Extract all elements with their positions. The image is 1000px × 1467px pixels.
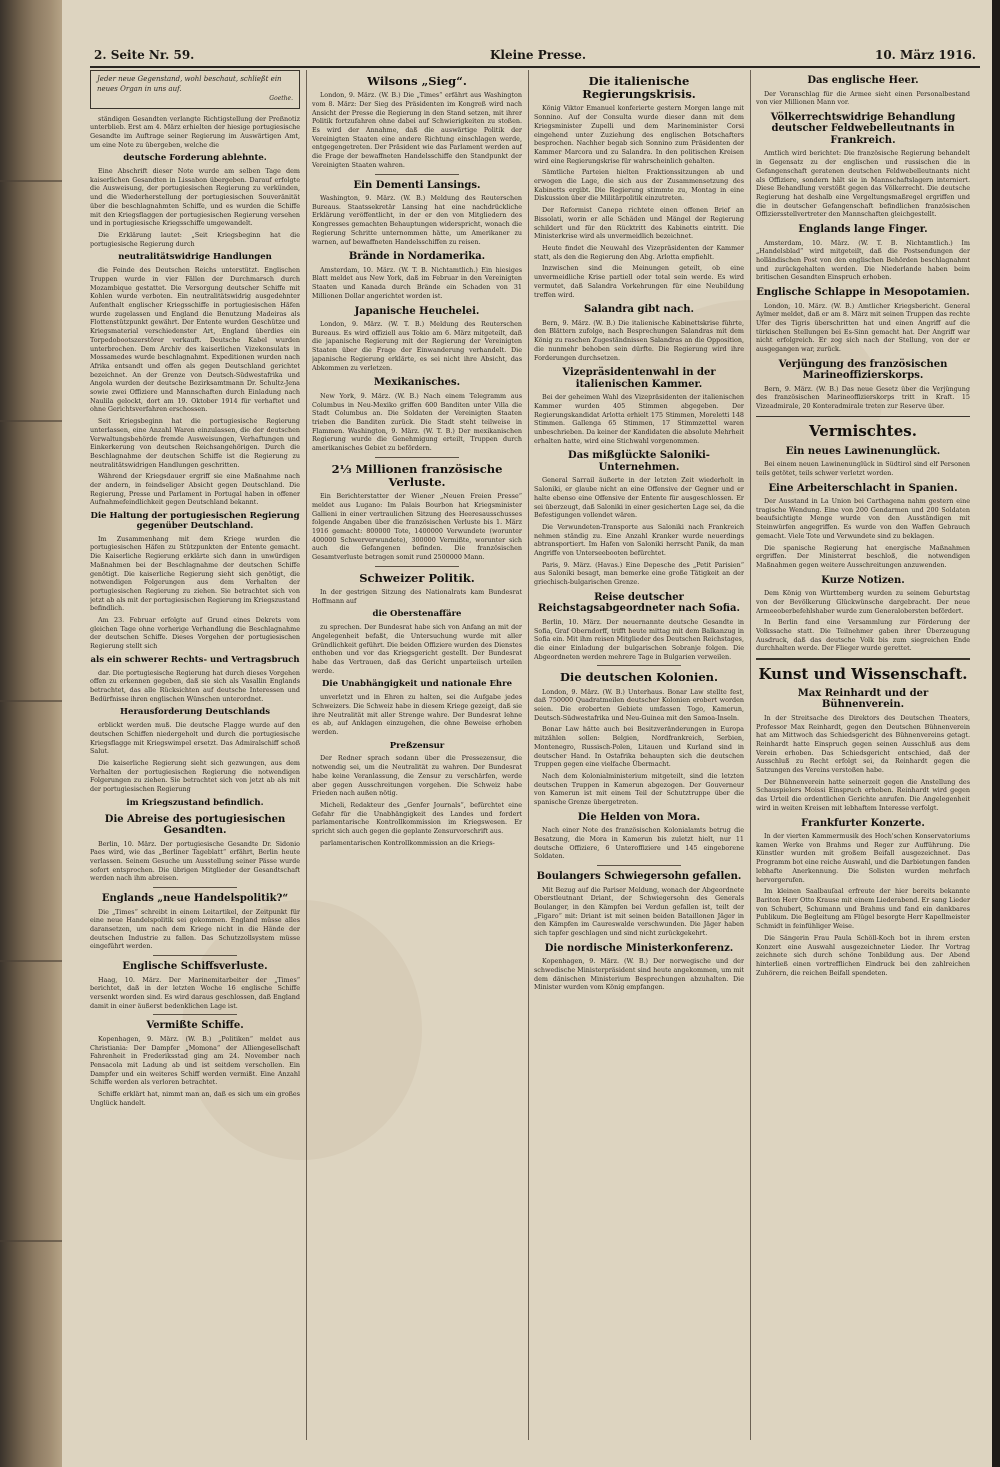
newspaper-page <box>62 0 992 1467</box>
article-text: Im Zusammenhang mit dem Kriege wurden die portugiesischen Häfen zu Stützpunkten der Entente gemacht. Die Kaiserliche Regierung erklärte sich dann in unwürdigen Maßnahmen bei der Beschlagnahme der deutschen Schiffe genötigt. Die kaiserliche Regierung sieht sich genötigt, die notwendigen Folgerungen aus dem Verhalten der portugiesischen Regierung zu ziehen. Sie betrachtet sich von jetzt ab als mit der portugiesischen Regierung im Kriegszustand befindlich. <box>90 534 300 613</box>
subheading: Herausforderung Deutschlands <box>120 707 270 718</box>
article-text: Der Voranschlag für die Armee sieht einen Personalbestand von vier Millionen Mann vor. <box>756 89 970 107</box>
article-text: Amtlich wird berichtet: Die französische Regierung behandelt in Gegensatz zu der englischen und russischen die in Gefangenschaft geratenen deutschen Feldwebelleutnants nicht als Offiziere, sondern hält sie in Mannschaftslagern interniert. Diese Behandlung verstößt gegen das Völkerrecht. Die deutsche Regierung hat deshalb eine Vergeltungsmaßregel ergriffen und die in deutscher Gefangenschaft befindlichen französischen Offiziersstellvertreter den Mannschaften gleichgestellt. <box>756 149 970 219</box>
article-text: Kopenhagen, 9. März. (W. B.) „Politiken“ meldet aus Christiania: Der Dampfer „Momona“ der Alliengesellschaft Fahrenheit in Frederiksstad ging am 24. November nach Pensacola mit Ladung ab und ist seitdem verschollen. Ein Dampfer und ein weiteres Schiff werden vermißt. Eine Anzahl Schiffe werden als verloren betrachtet. <box>90 1034 300 1087</box>
page-header <box>90 44 980 68</box>
subheading: neutralitätswidrige Handlungen <box>118 252 272 263</box>
article-text: Micheli, Redakteur des „Genfer Journals“, befürchtet eine Gefahr für die Unabhängigkeit des Landes und fordert parlamentarische Kontrollkommission im Kriegswesen. Er spricht sich auch gegen die geplante Zensurvorschrift aus. <box>312 800 522 836</box>
page-number: 2. Seite Nr. 59. <box>94 48 195 62</box>
article-headline: Die nordische Ministerkonferenz. <box>544 942 734 954</box>
article-headline: Die deutschen Kolonien. <box>559 670 719 685</box>
divider <box>597 865 681 866</box>
column-2 <box>312 70 522 1450</box>
article-text: Amsterdam, 10. März. (W. T. B. Nichtamtlich.) Ein hiesiges Blatt meldet aus New York, daß im Februar in den Vereinigten Staaten und Kanada durch Brände ein Schaden von 31 Millionen Dollar angerichtet worden ist. <box>312 265 522 300</box>
section-title: Vermischtes. <box>809 422 917 441</box>
article-headline: Boulangers Schwiegersohn gefallen. <box>536 871 742 883</box>
article-text: Haag, 10. März. Der Marinemitarbeiter der „Times“ berichtet, daß in der letzten Woche 16 englische Schiffe versenkt worden sind. Es wird daraus geschlossen, daß England damit in einer äußerst bedenklichen Lage ist. <box>90 975 300 1010</box>
article-headline: Das mißglückte Saloniki-Unternehmen. <box>568 450 710 473</box>
motto-author: Goethe. <box>269 95 293 102</box>
article-headline: Wilsons „Sieg“. <box>367 74 467 88</box>
article-headline: 2⅓ Millionen französische Verluste. <box>331 461 503 489</box>
article-text: Bei der geheimen Wahl des Vizepräsidenten der italienischen Kammer wurden 405 Stimmen abgegeben. Der Regierungskandidat Arlotta erhielt 175 Stimmen, Moreletti 148 Stimmen. Gallenga 65 Stimmen, 17 Stimmzettel waren unbeschrieben. Da keiner der Kandidaten die absolute Mehrheit erhalten hatte, wird eine Stichwahl vorgenommen. <box>534 393 744 445</box>
article-headline: Ein neues Lawinenunglück. <box>785 445 941 457</box>
article-text: In der gestrigen Sitzung des Nationalrats kam Bundesrat Hoffmann auf <box>312 588 522 605</box>
article-text: Amsterdam, 10. März. (W. T. B. Nichtamtlich.) Im „Handelsblad“ wird mitgeteilt, daß die Postsendungen der holländischen Post von den englischen Behörden beschlagnahmt und zurückgehalten werden. Die Niederlande haben beim britischen Gesandten Einspruch erhoben. <box>756 238 970 282</box>
article-text: London, 9. März. (W. B.) Die „Times“ erfährt aus Washington vom 8. März: Der Sieg des Präsidenten im Kongreß wird nach Ansicht der Presse die Regierung in den Stand setzen, mit ihrer Politik fortzufahren ohne dabei auf Schwierigkeiten zu stoßen. Es wird der Annahme, daß die auswärtige Politik der Vereinigten Staaten eine andere Richtung einschlagen werde, entgegengetreten. Der Präsident wie das Parlament werden auf die Frage der bewaffneten Handelsschiffe den Standpunkt der Vereinigten Staaten wahren. <box>312 91 522 169</box>
article-headline: Reise deutscher Reichstagsabgeordneter nach Sofia. <box>537 591 741 615</box>
article-text: Bei einem neuen Lawinenunglück in Südtirol sind elf Personen teils getötet, teils schwer verletzt worden. <box>756 460 970 477</box>
article-headline: Max Reinhardt und der Bühnenverein. <box>797 687 929 711</box>
article-headline: Ein Dementi Lansings. <box>353 179 481 191</box>
article-text: Berlin, 10. März. Der neuernannte deutsche Gesandte in Sofia, Graf Oberndorff, trifft heute mittag mit dem Balkanzug in Sofia ein. Mit ihm reisen Mitglieder des Deutschen Reichstages, die einer Einladung der bulgarischen Sobranje folgen. Die Abgeordneten werden mehrere Tage in Bulgarien verweilen. <box>534 617 744 661</box>
article-headline: Vermißte Schiffe. <box>146 1020 244 1032</box>
article-text: London, 9. März. (W. T. B.) Meldung des Reuterschen Bureaus. Es wird offiziell aus Tokio am 6. März mitgeteilt, daß die japanische Regierung mit der Regierung der Vereinigten Staaten über die Frage der Einwanderung verhandelt. Die japanische Regierung erklärte, es sei nicht ihre Absicht, das Abkommen zu verletzen. <box>312 320 522 372</box>
article-text: Berlin, 10. März. Der portugiesische Gesandte Dr. Sidonio Paes wird, wie das „Berliner Tageblatt“ erfährt, Berlin heute verlassen. Seinem Gesuche um Ausstellung seiner Pässe wurde sofort entsprochen. Die übrigen Mitglieder der Gesandtschaft werden nach ihm abreisen. <box>90 839 300 883</box>
article-text: parlamentarischen Kontrollkommission an die Kriegs- <box>320 838 495 847</box>
article-text: Heute findet die Neuwahl des Vizepräsidenten der Kammer statt, als den die Regierung den Abg. Arlotta empfiehlt. <box>534 243 744 261</box>
article-text: Paris, 9. März. (Havas.) Eine Depesche des „Petit Parisien“ aus Saloniki besagt, man bemerke eine große Tätigkeit an der griechisch-bulgarischen Grenze. <box>534 560 744 587</box>
article-text: Washington, 9. März. (W. B.) Meldung des Reuterschen Bureaus. Staatssekretär Lansing hat eine nachdrückliche Erklärung veröffentlicht, in der er den von Mitgliedern des Kongresses gemachten Behauptungen widerspricht, wonach die Regierung Schritte unternommen hätte, um Amerikaner zu warnen, auf bewaffneten Handelsschiffen zu reisen. <box>312 194 522 246</box>
article-text: Bonar Law hätte auch bei Besitzveränderungen in Europa mitzählen sollen: Belgien, Nordfrankreich, Serbien, Montenegro, Russisch-Polen, Litauen und Kurland sind in deutscher Hand. In Ostafrika behaupten sich die deutschen Truppen gegen eine vielfache Übermacht. <box>534 725 744 769</box>
article-text: Mit Bezug auf die Pariser Meldung, wonach der Abgeordnete Oberstleutnant Driant, der Schwiegersohn des Generals Boulanger, in den Kämpfen bei Verdun gefallen ist, teilt der „Figaro“ mit: Driant ist mit seinen beiden Bataillonen Jäger in den Kämpfen im Caureswalde verschwunden. Die Jäger haben sich tapfer geschlagen und sind nicht zurückgekehrt. <box>534 885 744 938</box>
article-headline: Englische Schiffsverluste. <box>122 961 268 973</box>
divider <box>375 174 459 175</box>
section-divider <box>756 658 970 660</box>
divider <box>153 955 237 956</box>
article-text: unverletzt und in Ehren zu halten, sei die Aufgabe jedes Schweizers. Die Schweiz habe in diesem Kriege gezeigt, daß sie ihre Neutralität mit aller Strenge wahre. Der Bundesrat lehne es ab, auf Anklagen einzugehen, die ohne Beweise erhoben werden. <box>312 693 522 736</box>
article-text: Ein Berichterstatter der Wiener „Neuen Freien Presse“ meldet aus Lugano: Im Palais Bourbon hat Kriegsminister Gallieni in einer vertraulichen Sitzung des Heeresausschusses folgende Angaben über die französischen Verluste bis 1. März 1916 gemacht: 800000 Tote, 1400000 Verwundete (worunter 400000 Schwerverwundete), 300000 Vermißte, worunter sich auch die Gefangenen befinden. Die französischen Gesamtverluste betragen somit rund 2500000 Mann. <box>312 492 522 562</box>
article-text: Die kaiserliche Regierung sieht sich gezwungen, aus dem Verhalten der portugiesischen Regierung die notwendigen Folgerungen zu ziehen. Sie betrachtet sich von jetzt ab als mit der portugiesischen Regierung <box>90 758 300 794</box>
subheading: Preßzensur <box>389 740 445 751</box>
article-headline: Englands lange Finger. <box>798 224 928 236</box>
article-headline: Japanische Heuchelei. <box>354 305 480 317</box>
article-text: Die spanische Regierung hat energische Maßnahmen ergriffen. Der Ministerrat beschloß, die notwendigen Maßnahmen gegen weitere Ausschreitungen anzuwenden. <box>756 543 970 569</box>
article-text: Die „Times“ schreibt in einem Leitartikel, der Zeitpunkt für eine neue Handelspolitik sei gekommen. England müsse alles daransetzen, um nach dem Kriege nicht in die Hände der deutschen Industrie zu fallen. Das Schutzzollsystem müsse eingeführt werden. <box>90 907 300 951</box>
column-rule <box>528 70 529 1440</box>
subheading: Die Unabhängigkeit und nationale Ehre <box>321 679 512 690</box>
subheading: im Kriegszustand befindlich. <box>126 797 264 808</box>
section-title: Kunst und Wissenschaft. <box>758 664 968 683</box>
column-rule <box>306 70 307 1440</box>
divider <box>375 566 459 567</box>
article-text: Bern, 9. März. (W. B.) Die italienische Kabinettskrise führte, den Blättern zufolge, nach Besprechungen Salandras mit dem König zu raschen Zugeständnissen Salandras an die Opposition, die nunmehr behoben sein dürfte. Die Regierung wird ihre Forderungen durchsetzen. <box>534 318 744 362</box>
divider <box>597 665 681 666</box>
column-rule <box>750 70 751 1440</box>
article-headline: Kurze Notizen. <box>821 574 905 586</box>
article-headline: Frankfurter Konzerte. <box>801 817 925 829</box>
article-text: Bern, 9. März. (W. B.) Das neue Gesetz über die Verjüngung des französischen Marineoffizierskorps tritt in Kraft. 15 Vizeadmirale, 20 Konteradmirale treten zur Reserve über. <box>756 384 970 411</box>
article-text: Der Bühnenverein hatte seinerzeit gegen die Anstellung des Schauspielers Moissi Einspruch erhoben. Reinhardt wird gegen das Urteil die ordentlichen Gerichte anrufen. Die Angelegenheit wird in weiten Kreisen mit lebhaftem Interesse verfolgt. <box>756 777 970 812</box>
book-spine <box>0 0 62 1467</box>
article-text: Der Redner sprach sodann über die Pressezensur, die notwendig sei, um die Neutralität zu wahren. Der Bundesrat habe keine Veranlassung, die Zensur zu verschärfen, werde aber gegen Ausschreitungen vorgehen. Die Schweiz habe Frieden nach außen nötig. <box>312 754 522 798</box>
article-headline: Mexikanisches. <box>373 377 461 389</box>
article-headline: Das englische Heer. <box>807 75 919 86</box>
article-text: In Berlin fand eine Versammlung zur Förderung der Volkssache statt. Die Teilnehmer gaben ihrer Überzeugung Ausdruck, daß das deutsche Volk bis zum siegreichen Ende durchhalten werde. Der Flieger wurde gerettet. <box>756 618 970 653</box>
article-text: New York, 9. März. (W. B.) Nach einem Telegramm aus Columbus in Neu-Mexiko griffen 600 Banditen unter Villa die Stadt Columbus an. Die Soldaten der Vereinigten Staaten trieben die Banditen zurück. Die Stadt steht teilweise in Flammen. Washington, 9. März. (W. T. B.) Der mexikanischen Regierung wurde die Genehmigung erteilt, Truppen durch amerikanisches Gebiet zu befördern. <box>312 391 522 453</box>
column-4 <box>756 70 970 1450</box>
article-text: Dem König von Württemberg wurden zu seinem Geburtstag von der Bevölkerung Glückwünsche dargebracht. Der neue Armeeoberbefehlshaber wurde zum Generalobersten befördert. <box>756 589 970 615</box>
article-text: Die Verwundeten-Transporte aus Saloniki nach Frankreich nehmen ständig zu. Eine Anzahl Kranker wurde neuerdings abtransportiert. Im Hafen von Saloniki herrscht Panik, da man Angriffe von Unterseebooten befürchtet. <box>534 522 744 558</box>
article-headline: Die Abreise des portugiesischen Gesandten. <box>104 813 286 837</box>
motto-box <box>90 70 300 109</box>
article-text: London, 10. März. (W. B.) Amtlicher Kriegsbericht. General Aylmer meldet, daß er am 8. März mit seinen Truppen das rechte Ufer des Tigris überschritten hat und einen Angriff auf die türkischen Stellungen bei Es-Sinn gemacht hat. Der Angriff war nicht erfolgreich. Er zog sich nach der Stellung, von der er ausgegangen war, zurück. <box>756 301 970 354</box>
article-headline: Die italienische Regierungskrisis. <box>582 74 696 102</box>
article-text: Während der Kriegsdauer ergriff sie eine Maßnahme nach der andern, in feindseliger Absicht gegen Deutschland. Die Regierung, Presse und Parlament in Portugal haben in offener Aufnahmefeindlichkeit gegen Deutschland bekannt. <box>90 472 300 507</box>
page-edge <box>992 0 1000 1467</box>
issue-date: 10. März 1916. <box>874 48 976 62</box>
article-headline: Vizepräsidentenwahl in der italienischen Kammer. <box>562 367 716 390</box>
article-headline: Völkerrechtswidrige Behandlung deutscher Feldwebelleutnants in Frankreich. <box>770 111 956 146</box>
article-text: König Viktor Emanuel konferierte gestern Morgen lange mit Sonnino. Auf der Consulta wurde dieser dann mit dem Kriegsminister Zupelli und dem Marineminister Corsi eingehend unter Zuziehung des englischen Botschafters besprochen. Nachher begab sich Sonnino zum Präsidenten der Kammer Marcora und zu Salandra. In den politischen Kreisen wird eine Regierungskrise für wahrscheinlich gehalten. <box>534 104 744 165</box>
article-headline: Salandra gibt nach. <box>584 304 694 316</box>
article-text: Schiffe erklärt hat, nimmt man an, daß es sich um ein großes Unglück handelt. <box>90 1090 300 1107</box>
article-text: dar. Die portugiesische Regierung hat durch dieses Vorgehen offen zu erkennen gegeben, daß sie sich als Vasallin Englands betrachtet, das alle Rücksichten auf deutsche Interessen und Bedürfnisse ihren englischen Wünschen unterordnet. <box>90 668 300 703</box>
column-3 <box>534 70 744 1450</box>
article-text: erblickt werden muß. Die deutsche Flagge wurde auf den deutschen Schiffen niedergeholt und durch die portugiesische Kriegsflagge mit Kriegswimpel ersetzt. Das Admiralschiff schoß Salut. <box>90 721 300 756</box>
article-text: ständigen Gesandten verlangte Richtigstellung der Preßnotiz unterblieb. Erst am 4. März erhielten der hiesige portugiesische Gesandte im Auftrage seiner Regierung im Auswärtigen Amt, um eine Note zu übergeben, welche die <box>90 114 300 149</box>
motto-text: Jeder neue Gegenstand, wohl beschaut, schließt ein neues Organ in uns auf. <box>97 75 282 93</box>
article-text: Kopenhagen, 9. März. (W. B.) Der norwegische und der schwedische Ministerpräsident sind heute angekommen, um mit dem dänischen Ministerium Besprechungen abzuhalten. Die Minister wurden vom König empfangen. <box>534 957 744 992</box>
article-headline: Englands „neue Handelspolitik?“ <box>101 893 289 905</box>
article-text: Der Reformist Canepa richtete einen offenen Brief an Bissolati, worin er alle Schäden und Mängel der Regierung schildert und für den Rücktritt des Kabinetts eintritt. Die Ministerkrise wird als unvermeidlich bezeichnet. <box>534 206 744 241</box>
article-text: zu sprechen. Der Bundesrat habe sich von Anfang an mit der Angelegenheit befaßt, die Untersuchung wurde mit aller Gründlichkeit geführt. Die beiden Offiziere wurden des Dienstes enthoben und vor das Kriegsgericht gestellt. Der Bundesrat habe das Vertrauen, daß das Gericht unparteiisch urteilen werde. <box>312 623 522 675</box>
article-text: London, 9. März. (W. B.) Unterhaus. Bonar Law stellte fest, daß 750000 Quadratmeilen deutscher Kolonien erobert worden seien. Die eroberten Gebiete umfassen Togo, Kamerun, Deutsch-Südwestafrika und Neu-Guinea mit den Samoa-Inseln. <box>534 687 744 722</box>
article-text: Die Sängerin Frau Paula Schöll-Koch bot in ihrem ersten Konzert eine Auswahl ausgezeichneter Lieder. Ihr Vortrag zeichnete sich durch schöne Tonbildung aus. Der Abend hinterließ einen vortrefflichen Eindruck bei den zahlreichen Zuhörern, die reichen Beifall spendeten. <box>756 933 970 977</box>
divider <box>153 1014 237 1015</box>
article-text: Im kleinen Saalbauſaal erfreute der hier bereits bekannte Bariton Herr Otto Krause mit einem Liederabend. Er sang Lieder von Schubert, Schumann und Brahms und fand ein dankbares Publikum. Die Begleitung am Flügel besorgte Herr Kapellmeister Schmidt in feinfühliger Weise. <box>756 887 970 931</box>
article-headline: Schweizer Politik. <box>359 570 475 585</box>
subheading: die Oberstenaffäre <box>372 609 462 620</box>
article-headline: Die Helden von Mora. <box>577 811 701 823</box>
article-text: Seit Kriegsbeginn hat die portugiesische Regierung unterlassen, eine Anzahl Waren einzulassen, die der deutschen Verwaltungsbehörde fremde Ausweisungen, Verhaftungen und Einkerkerung von deutschen Reichsangehörigen. Durch die Beschlagnahme der deutschen Schiffe ist die Regierung zu neutralitätswidrigen Handlungen geschritten. <box>90 417 300 469</box>
article-headline: Englische Schlappe in Mesopotamien. <box>756 287 970 299</box>
subheading: deutsche Forderung ablehnte. <box>123 153 267 164</box>
article-text: Nach dem Kolonialministerium mitgeteilt, sind die letzten deutschen Truppen in Kamerun abgezogen. Der Gouverneur von Kamerun ist mit einem Teil der Schutztruppe über die spanische Grenze übergetreten. <box>534 771 744 807</box>
column-1 <box>90 70 300 1450</box>
article-text: Inzwischen sind die Meinungen geteilt, ob eine unvermeidliche Krise partiell oder total sein werde. Es wird vermutet, daß Salandra Vorkehrungen für eine Neubildung treffen wird. <box>534 264 744 299</box>
subheading: als ein schwerer Rechts- und Vertragsbruch <box>90 654 300 665</box>
article-text: In der vierten Kammermusik des Hoch'schen Konservatoriums kamen Werke von Brahms und Reger zur Aufführung. Die Künstler wurden mit großem Beifall ausgezeichnet. Das Programm bot eine reiche Auswahl, und die Darbietungen fanden lebhafte Anerkennung. Die Solisten wurden mehrfach hervorgerufen. <box>756 832 970 884</box>
section-divider <box>756 416 970 418</box>
article-headline: Brände in Nordamerika. <box>348 251 486 263</box>
article-text: Der Ausstand in La Union bei Carthagena nahm gestern eine tragische Wendung. Eine von 200 Gendarmen und 200 Soldaten beaufsichtigte Menge wurde von den Ausständigen mit Steinwürfen angegriffen. Es wurde von den Waffen Gebrauch gemacht. Viele Tote und Verwundete sind zu beklagen. <box>756 497 970 540</box>
newspaper-title: Kleine Presse. <box>490 48 587 62</box>
divider <box>375 457 459 458</box>
article-text: Die Erklärung lautet: „Seit Kriegsbeginn hat die portugiesische Regierung durch <box>90 231 300 248</box>
divider <box>153 887 237 888</box>
article-headline: Verjüngung des französischen Marineoffizierskorps. <box>778 358 948 382</box>
article-text: Sämtliche Parteien hielten Fraktionssitzungen ab und erwogen die Lage, die sich aus der Zusammensetzung des Kabinetts ergibt. Die Regierung stimmte zu, Montag in eine Diskussion über die Militärpolitik einzutreten. <box>534 168 744 203</box>
subheading: Die Haltung der portugiesischen Regierung gegenüber Deutschland. <box>90 511 300 531</box>
article-text: Am 23. Februar erfolgte auf Grund eines Dekrets vom gleichen Tage ohne vorherige Verhandlung die Beschlagnahme der deutschen Schiffe. Dieses Vorgehen der portugiesischen Regierung stellt sich <box>90 616 300 651</box>
article-text: Eine Abschrift dieser Note wurde am selben Tage dem kaiserlichen Gesandten in Lissabon übergeben. Darauf erfolgte die Ausweisung, der portugiesischen Regierung zu verkünden, und die Wiederherstellung der portugiesischen Souveränität über die beschlagnahmten Schiffe, und es wurden die Schiffe mit den Kriegsflaggen der portugiesischen Regierung versehen und in portugiesische Kriegsschiffe umgewandelt. <box>90 167 300 228</box>
article-headline: Eine Arbeiterschlacht in Spanien. <box>768 482 958 494</box>
article-text: Nach einer Note des französischen Kolonialamts betrug die Besatzung, die Mora in Kamerun bis zuletzt hielt, nur 11 deutsche Offiziere, 6 Unteroffiziere und 145 eingeborene Soldaten. <box>534 826 744 861</box>
article-text: die Feinde des Deutschen Reichs unterstützt. Englischen Truppen wurde in vier Fällen der Durchmarsch durch Mozambique gestattet. Die Versorgung deutscher Schiffe mit Kohlen wurde verboten. Ein neutralitätswidrig ausgedehnter Aufenthalt englischer Kriegsschiffe in portugiesischen Häfen wurde zugelassen und England die Benutzung Madeiras als Flottenstützpunkt gewährt. Der Entente wurden Geschütze und Kriegsmaterial verschiedenster Art, England überdies ein Torpedobootszerstörer verkauft. Deutsche Kabel wurden unterbrochen. Dem Archiv des kaiserlichen Vizekonsulats in Mossamedes wurde beschlagnahmt. Expeditionen wurden nach Afrika entsandt und offen als gegen Deutschland gerichtet bezeichnet. An der Grenze von Deutsch-Südwestafrika und Angola wurden der deutsche Bezirksamtmann Dr. Schultz-Jena sowie zwei Offiziere und Mannschaften durch Einladung nach Naulila gelockt, dort am 19. Oktober 1914 für verhaftet und ohne Gerichtsverfahren erschossen. <box>90 266 300 414</box>
article-text: In der Streitsache des Direktors des Deutschen Theaters, Professor Max Reinhardt, gegen den Deutschen Bühnenverein hat am Mittwoch das Schiedsgericht des Bühnenvereins getagt. Reinhardt hatte Einspruch gegen seinen Ausschluß aus dem Verein erhoben. Das Schiedsgericht entschied, daß der Ausschluß zu Recht erfolgt sei, da Reinhardt gegen die Satzungen des Vereins verstoßen habe. <box>756 713 970 775</box>
article-text: General Sarrail äußerte in der letzten Zeit wiederholt in Saloniki, er glaube nicht an eine Offensive der Gegner und er halte ebenso eine Offensive der Entente für ausgeschlossen. Er sei überzeugt, daß Saloniki in einer gesicherten Lage sei, da die Befestigungen vollendet wären. <box>534 476 744 520</box>
